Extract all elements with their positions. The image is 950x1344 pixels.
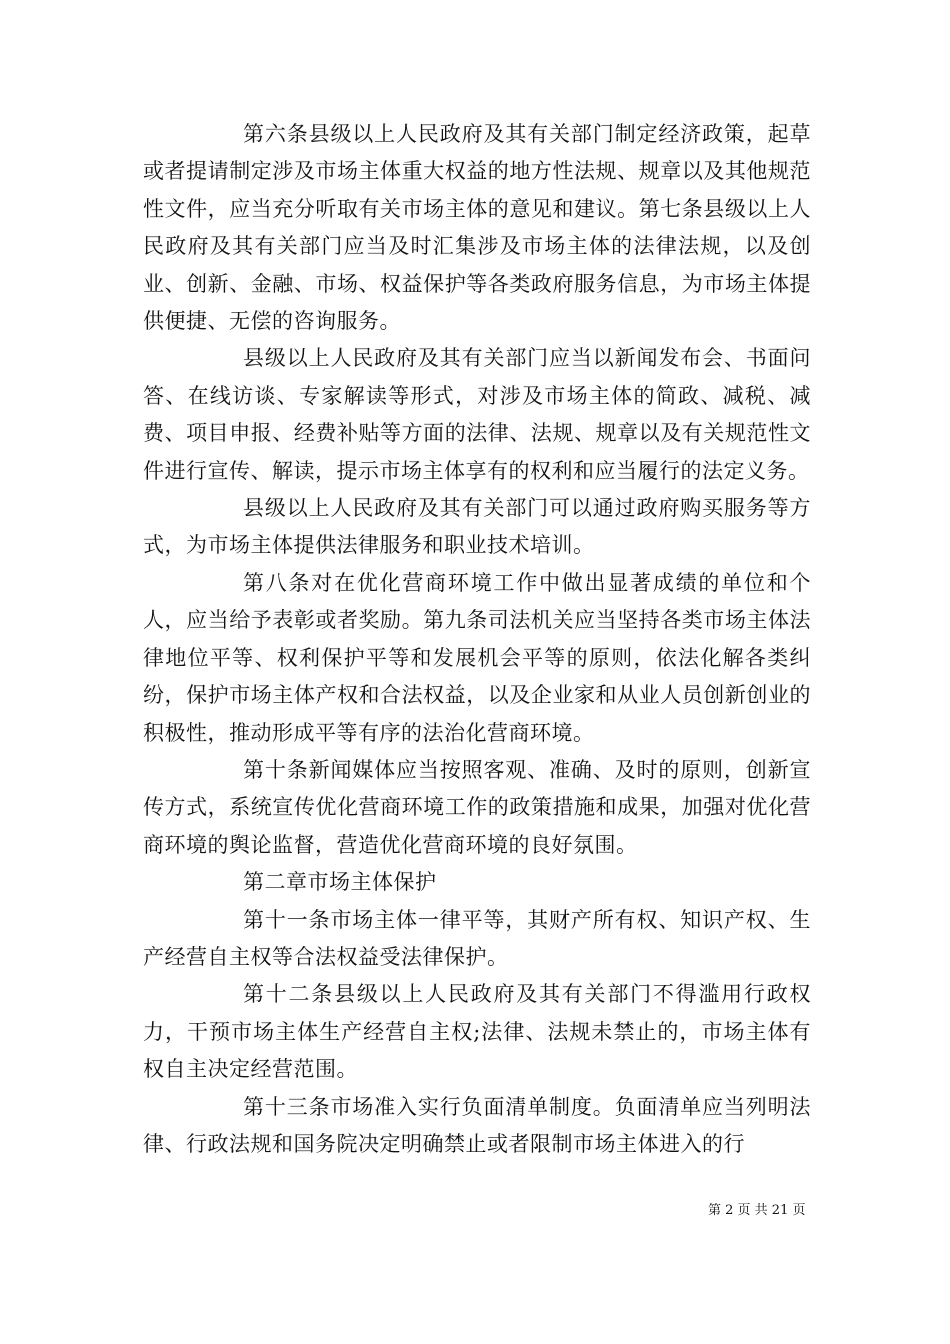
paragraph: 县级以上人民政府及其有关部门应当以新闻发布会、书面问答、在线访谈、专家解读等形式，对涉及市场主体的简政、减税、减费、项目申报、经费补贴等方面的法律、法规、规章以及有关规范性文件进行宣传、解读，提示市场主体享有的权利和应当履行的法定义务。 [143,346,811,483]
paragraph: 县级以上人民政府及其有关部门可以通过政府购买服务等方式，为市场主体提供法律服务和职业技术培训。 [143,496,811,558]
paragraph: 第八条对在优化营商环境工作中做出显著成绩的单位和个人，应当给予表彰或者奖励。第九条司法机关应当坚持各类市场主体法律地位平等、权利保护平等和发展机会平等的原则，依法化解各类纠纷，保护市场主体产权和合法权益，以及企业家和从业人员创新创业的积极性，推动形成平等有序的法治化营商环境。 [143,570,811,745]
paragraph: 第十一条市场主体一律平等，其财产所有权、知识产权、生产经营自主权等合法权益受法律保护。 [143,907,811,969]
page-number: 第 2 页 共 21 页 [708,1203,806,1218]
chapter-heading: 第二章市场主体保护 [243,870,437,895]
paragraph: 第十条新闻媒体应当按照客观、准确、及时的原则，创新宣传方式，系统宣传优化营商环境工作的政策措施和成果，加强对优化营商环境的舆论监督，营造优化营商环境的良好氛围。 [143,757,811,857]
paragraph: 第十二条县级以上人民政府及其有关部门不得滥用行政权力，干预市场主体生产经营自主权;法律、法规未禁止的，市场主体有权自主决定经营范围。 [143,982,811,1082]
paragraph: 第六条县级以上人民政府及其有关部门制定经济政策，起草或者提请制定涉及市场主体重大权益的地方性法规、规章以及其他规范性文件，应当充分听取有关市场主体的意见和建议。第七条县级以上人民政府及其有关部门应当及时汇集涉及市场主体的法律法规，以及创业、创新、金融、市场、权益保护等各类政府服务信息，为市场主体提供便捷、无偿的咨询服务。 [143,122,811,334]
document-body [143,116,811,1163]
paragraph: 第十三条市场准入实行负面清单制度。负面清单应当列明法律、行政法规和国务院决定明确禁止或者限制市场主体进入的行 [143,1094,811,1156]
